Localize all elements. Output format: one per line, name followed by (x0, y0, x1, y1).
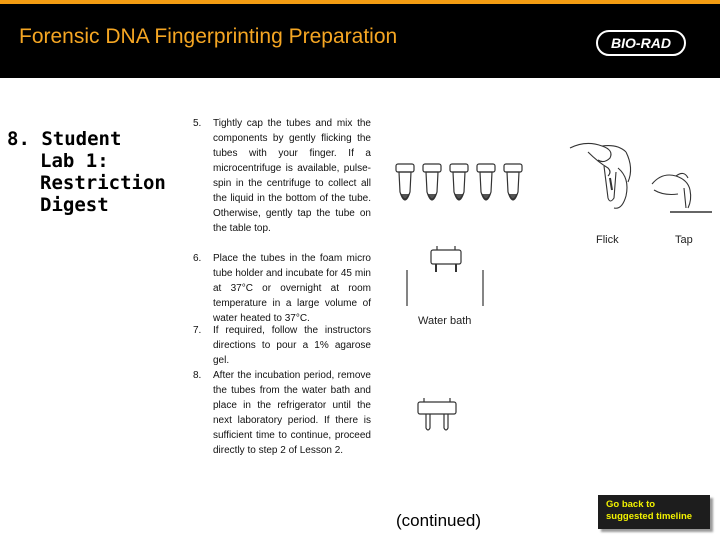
continued-note: (continued) (396, 511, 482, 530)
bio-rad-logo (596, 30, 686, 56)
go-back-timeline-button[interactable] (598, 495, 710, 529)
step-number: 8. (193, 370, 202, 381)
step-number: 5. (193, 118, 202, 129)
section-title-line1: 8. Student (7, 128, 122, 150)
header-bar (0, 0, 720, 78)
foam-holder-illustration (412, 396, 462, 436)
flick-label: Flick (596, 234, 619, 246)
step-text: Place the tubes in the foam micro tube holder and incubate for 45 min at 37°C or overnight at room temperature in a large volume of water heated to 37°C. (213, 253, 371, 324)
tap-label: Tap (675, 234, 693, 246)
section-title-line2: Lab 1: (40, 150, 109, 172)
flick-hand-illustration (568, 138, 638, 230)
foam-holder-water-bath-illustration (405, 244, 485, 310)
section-title-line3: Restriction (40, 172, 166, 194)
micro-tubes-illustration (392, 160, 532, 216)
step-number: 6. (193, 253, 202, 264)
logo-text: BIO-RAD (611, 35, 671, 51)
page-title: Forensic DNA Fingerprinting Preparation (19, 25, 398, 48)
nav-button-line1: Go back to (606, 499, 656, 510)
water-bath-label: Water bath (418, 315, 472, 327)
step-number: 7. (193, 325, 202, 336)
header-accent-stripe (0, 0, 720, 4)
tap-hand-illustration (648, 168, 714, 220)
step-text: After the incubation period, remove the tubes from the water bath and place in the refrigerator until the next laboratory period. If there is sufficient time to continue, proceed directly to step 2 of Lesson 2. (213, 370, 371, 456)
step-text: Tightly cap the tubes and mix the components by gently flicking the tubes with your finger. If a microcentrifuge is available, pulse-spin in the centrifuge to collect all the liquid in the bottom of the tube. Otherwise, gently tap the tube on the table top. (213, 118, 371, 234)
step-text: If required, follow the instructors directions to pour a 1% agarose gel. (213, 325, 371, 366)
section-title (7, 128, 192, 216)
nav-button-line2: suggested timeline (606, 511, 693, 522)
section-title-line4: Digest (40, 194, 109, 216)
